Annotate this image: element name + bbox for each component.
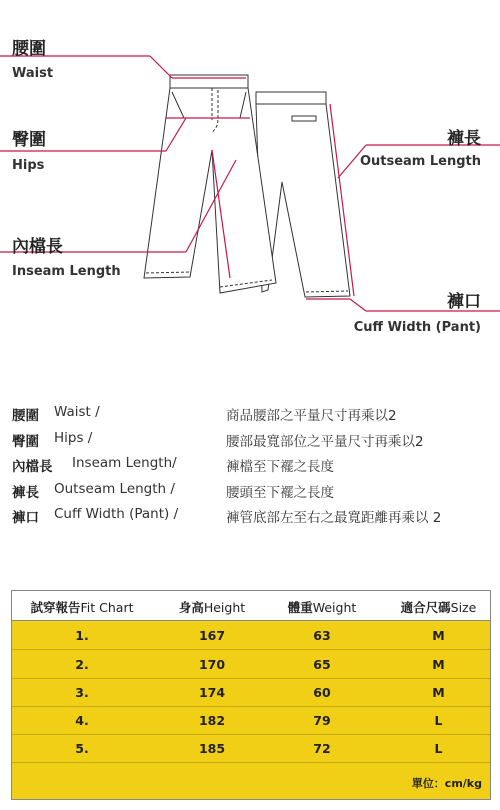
- cell-weight: 65: [313, 657, 331, 672]
- outseam-label-zh: 褲長: [447, 129, 481, 149]
- definition-term-en: Hips /: [54, 430, 93, 446]
- definition-term: 褲長: [12, 485, 39, 501]
- definition-term: 褲口: [12, 510, 39, 526]
- cell-index: 1.: [75, 628, 89, 643]
- cell-index: 3.: [75, 685, 89, 700]
- cell-index: 5.: [75, 741, 89, 756]
- inseam-label-en: Inseam Length: [12, 264, 121, 279]
- header-weight: 體重Weight: [287, 600, 357, 615]
- definition-desc: 腰頭至下襬之長度: [226, 485, 334, 501]
- table-row: [12, 734, 490, 763]
- cell-index: 2.: [75, 657, 89, 672]
- cuff-label-en: Cuff Width (Pant): [353, 320, 481, 335]
- waist-label-zh: 腰圍: [12, 39, 46, 59]
- waist-label-en: Waist: [12, 66, 54, 81]
- definition-term: 內檔長: [12, 459, 53, 475]
- header-fit-chart: 試穿報告Fit Chart: [30, 600, 134, 615]
- table-row: [12, 621, 490, 650]
- table-header: [12, 591, 490, 621]
- cell-height: 170: [198, 657, 226, 672]
- cell-height: 182: [198, 713, 226, 728]
- outseam-label-en: Outseam Length: [359, 154, 481, 169]
- cell-weight: 63: [313, 628, 331, 643]
- definition-desc: 褲管底部左至右之最寬距離再乘以 2: [226, 510, 442, 526]
- cell-size: M: [432, 657, 445, 672]
- hips-label-zh: 臀圍: [12, 130, 46, 150]
- cell-weight: 72: [313, 741, 331, 756]
- definition-row: [12, 455, 492, 477]
- cell-index: 4.: [75, 713, 89, 728]
- pants-diagram: [0, 0, 500, 345]
- cell-size: M: [432, 685, 445, 700]
- fit-chart-table: [11, 590, 491, 800]
- cell-height: 167: [198, 628, 226, 643]
- cell-weight: 60: [313, 685, 331, 700]
- definition-row: [12, 430, 492, 452]
- header-height: 身高Height: [178, 600, 246, 615]
- definition-row: [12, 404, 492, 426]
- cuff-label-zh: 褲口: [447, 292, 481, 312]
- cell-height: 185: [198, 741, 226, 756]
- header-size: 適合尺碼Size: [400, 600, 477, 615]
- definition-desc: 商品腰部之平量尺寸再乘以2: [226, 408, 397, 424]
- definition-desc: 腰部最寬部位之平量尺寸再乘以2: [226, 434, 424, 450]
- definition-row: [12, 481, 492, 503]
- cell-weight: 79: [313, 713, 331, 728]
- definition-desc: 褲檔至下襬之長度: [226, 459, 334, 475]
- definition-term-en: Waist /: [54, 404, 100, 420]
- unit-note: 單位：cm/kg: [411, 777, 482, 790]
- definition-term: 臀圍: [12, 434, 39, 450]
- cell-size: M: [432, 628, 445, 643]
- table-row: [12, 678, 490, 707]
- inseam-label-zh: 內檔長: [12, 237, 63, 257]
- cell-size: L: [434, 741, 443, 756]
- cell-height: 174: [198, 685, 226, 700]
- table-row: [12, 650, 490, 679]
- definition-term: 腰圍: [12, 408, 39, 424]
- definition-term-en: Outseam Length /: [54, 481, 175, 497]
- cell-size: L: [434, 713, 443, 728]
- definition-term-en: Inseam Length/: [72, 455, 177, 471]
- table-row: [12, 706, 490, 735]
- hips-label-en: Hips: [12, 158, 45, 173]
- definition-term-en: Cuff Width (Pant) /: [54, 506, 179, 522]
- definition-row: [12, 506, 492, 528]
